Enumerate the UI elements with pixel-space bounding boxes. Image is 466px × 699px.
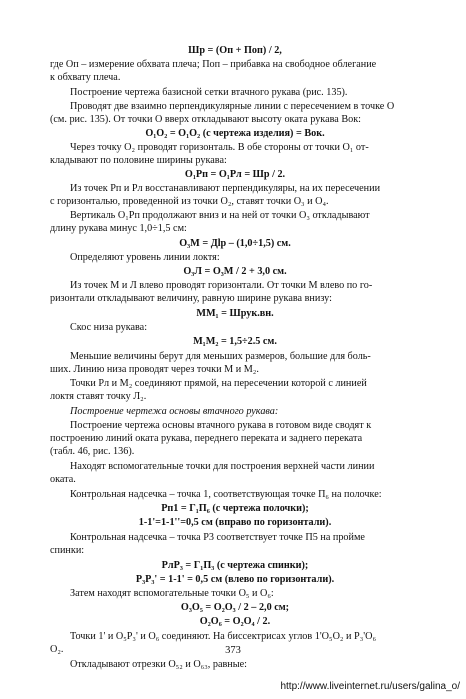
formula-half-width: О₁Рп = О₁Рл = Шр / 2. <box>184 169 286 180</box>
paragraph-line: (см. рис. 135). От точки О вверх откладывают высоту оката рукава Вок: <box>50 114 362 125</box>
formula-bottom-bevel: М₁М₂ = 1,5÷2.5 см. <box>193 336 277 347</box>
formula-o6: О₂О₆ = О₂О₄ / 2. <box>199 616 271 627</box>
paragraph-line: спинки: <box>50 545 85 556</box>
paragraph-line: Контрольная надсечка – точка 1, соответствующая точке П₆ на полочке: <box>70 489 382 500</box>
paragraph-line: с горизонталью, проведенной из точки О₂, ставят точки О₃ и О₄. <box>50 196 329 207</box>
paragraph-line: Из точек М и Л влево проводят горизонтали. От точки М влево по го- <box>70 280 373 291</box>
paragraph-line: Точки Рл и М₂ соединяют прямой, на пересечении которой с линией <box>70 378 367 389</box>
formula-notch-p3-offset: Р₃Р₃' = 1-1' = 0,5 см (влево по горизонтали). <box>135 574 335 585</box>
paragraph-line: Затем находят вспомогательные точки О₅ и О₆: <box>70 588 274 599</box>
page-number: 373 <box>225 645 241 656</box>
formula-bottom-width: ММ₁ = Шрук.вн. <box>196 308 274 319</box>
paragraph-line: Через точку О₂ проводят горизонталь. В обе стороны от точки О₁ от- <box>70 142 369 153</box>
formula-sleeve-length: О₃М = Дlр – (1,0÷1,5) см. <box>179 238 291 249</box>
paragraph-line: локтя ставят точку Л₂. <box>50 391 147 402</box>
paragraph-line: где Оп – измерение обхвата плеча; Поп – прибавка на свободное облегание <box>50 59 377 70</box>
paragraph-line: Меньшие величины берут для меньших размеров, большие для боль- <box>70 351 371 362</box>
paragraph-line: ших. Линию низа проводят через точки М и М₂. <box>50 364 259 375</box>
paragraph-line: Из точек Рп и Рл восстанавливают перпендикуляры, на их пересечении <box>70 183 381 194</box>
formula-notch-p3: РлР₃ = Г₁П₃ (с чертежа спинки); <box>161 560 309 571</box>
paragraph-line: Определяют уровень линии локтя: <box>70 252 220 263</box>
formula-o5: О₃О₅ = О₂О₃ / 2 – 2,0 см; <box>180 602 290 613</box>
paragraph-line: Точки 1' и О₅Р₃' и О₆ соединяют. На биссектрисах углов 1'О₅О₂ и Р₃'О₆ <box>70 631 376 642</box>
watermark-url: http://www.liveinternet.ru/users/galina_o/ <box>280 681 460 692</box>
paragraph-line: Контрольная надсечка – точка Р3 соответствует точке П5 на пройме <box>70 532 365 543</box>
paragraph-line: О₂. <box>50 644 64 655</box>
formula-notch-1: Рп1 = Г₁П₆ (с чертежа полочки); <box>161 503 309 514</box>
formula-cap-height: О₁О₂ = О₁О₂ (с чертежа изделия) = Вок. <box>145 128 325 139</box>
paragraph-line: Находят вспомогательные точки для построения верхней части линии <box>70 461 375 472</box>
formula-notch-1-offset: 1-1'=1-1''=0,5 см (вправо по горизонтали). <box>138 517 332 528</box>
paragraph-line: Откладывают отрезки О₅₂ и О₆₃, равные: <box>70 659 247 670</box>
section-heading: Построение чертежа основы втачного рукава: <box>70 406 279 417</box>
paragraph-line: Проводят две взаимно перпендикулярные линии с пересечением в точке О <box>70 101 395 112</box>
paragraph-line: кладывают по половине ширины рукава: <box>50 155 227 166</box>
formula-sleeve-width: Шр = (Оп + Поп) / 2, <box>188 45 282 56</box>
paragraph-line: Скос низа рукава: <box>70 322 148 333</box>
paragraph-line: ризонтали откладывают величину, равную ширине рукава внизу: <box>50 293 332 304</box>
formula-elbow-level: О₃Л = О₃М / 2 + 3,0 см. <box>183 266 287 277</box>
paragraph-line: Построение чертежа базисной сетки втачного рукава (рис. 135). <box>70 87 348 98</box>
paragraph-line: оката. <box>50 474 76 485</box>
paragraph-line: Вертикаль О₁Рп продолжают вниз и на ней от точки О₃ откладывают <box>70 210 370 221</box>
paragraph-line: к обхвату плеча. <box>50 72 121 83</box>
paragraph-line: построению линий оката рукава, переднего переката и заднего переката <box>50 433 363 444</box>
paragraph-line: Построение чертежа основы втачного рукава в готовом виде сводят к <box>70 420 372 431</box>
paragraph-line: (табл. 46, рис. 136). <box>50 446 135 457</box>
paragraph-line: длину рукава минус 1,0÷1,5 см: <box>50 223 187 234</box>
